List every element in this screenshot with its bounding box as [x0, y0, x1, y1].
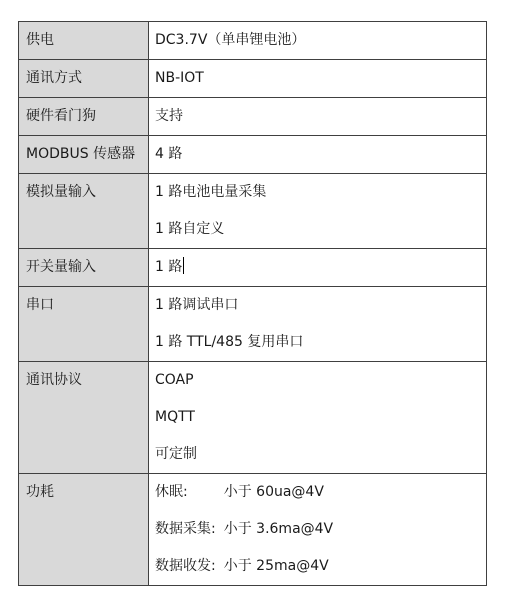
- table-row: [19, 22, 487, 60]
- row-label: 硬件看门狗: [19, 98, 149, 136]
- table-row: [19, 98, 487, 136]
- power-key: 数据收发:: [155, 558, 216, 574]
- row-label: 功耗: [19, 474, 149, 586]
- value-line: 可定制: [155, 446, 197, 462]
- value-line: 1 路自定义: [155, 221, 225, 237]
- power-key: 数据采集:: [155, 521, 216, 537]
- table-row: [19, 362, 487, 474]
- row-value: [149, 249, 487, 287]
- table-row: [19, 174, 487, 249]
- row-value: [149, 287, 487, 362]
- text-cursor: [183, 257, 184, 274]
- value-line: NB-IOT: [155, 70, 204, 86]
- value-line: [155, 474, 486, 511]
- power-value: 小于 25ma@4V: [223, 558, 329, 574]
- value-line: 1 路调试串口: [155, 297, 239, 313]
- row-value: [149, 60, 487, 98]
- power-value: 小于 3.6ma@4V: [223, 521, 334, 537]
- row-label: 通讯方式: [19, 60, 149, 98]
- spec-table: [18, 21, 487, 586]
- row-label: MODBUS 传感器: [19, 136, 149, 174]
- value-line: [155, 548, 486, 585]
- value-line: [155, 249, 486, 286]
- value-line: [155, 511, 486, 548]
- value-line: DC3.7V（单串锂电池）: [155, 32, 306, 48]
- row-value: [149, 474, 487, 586]
- value-line: 支持: [155, 108, 183, 124]
- row-label: 通讯协议: [19, 362, 149, 474]
- table-row: [19, 287, 487, 362]
- table-row: [19, 474, 487, 586]
- value-line: MQTT: [155, 409, 195, 425]
- value-line: 4 路: [155, 146, 183, 162]
- value-line: 1 路电池电量采集: [155, 184, 267, 200]
- row-label: 串口: [19, 287, 149, 362]
- row-value: [149, 22, 487, 60]
- row-value: [149, 98, 487, 136]
- row-value: [149, 362, 487, 474]
- power-key: 休眠:: [155, 484, 188, 500]
- row-value: [149, 136, 487, 174]
- table-row: [19, 136, 487, 174]
- row-label: 模拟量输入: [19, 174, 149, 249]
- table-row: [19, 249, 487, 287]
- value-line: COAP: [155, 372, 194, 388]
- value-text: 1 路: [155, 259, 183, 275]
- table-row: [19, 60, 487, 98]
- value-line: 1 路 TTL/485 复用串口: [155, 334, 304, 350]
- row-value: [149, 174, 487, 249]
- row-label: 开关量输入: [19, 249, 149, 287]
- row-label: 供电: [19, 22, 149, 60]
- power-value: 小于 60ua@4V: [223, 484, 324, 500]
